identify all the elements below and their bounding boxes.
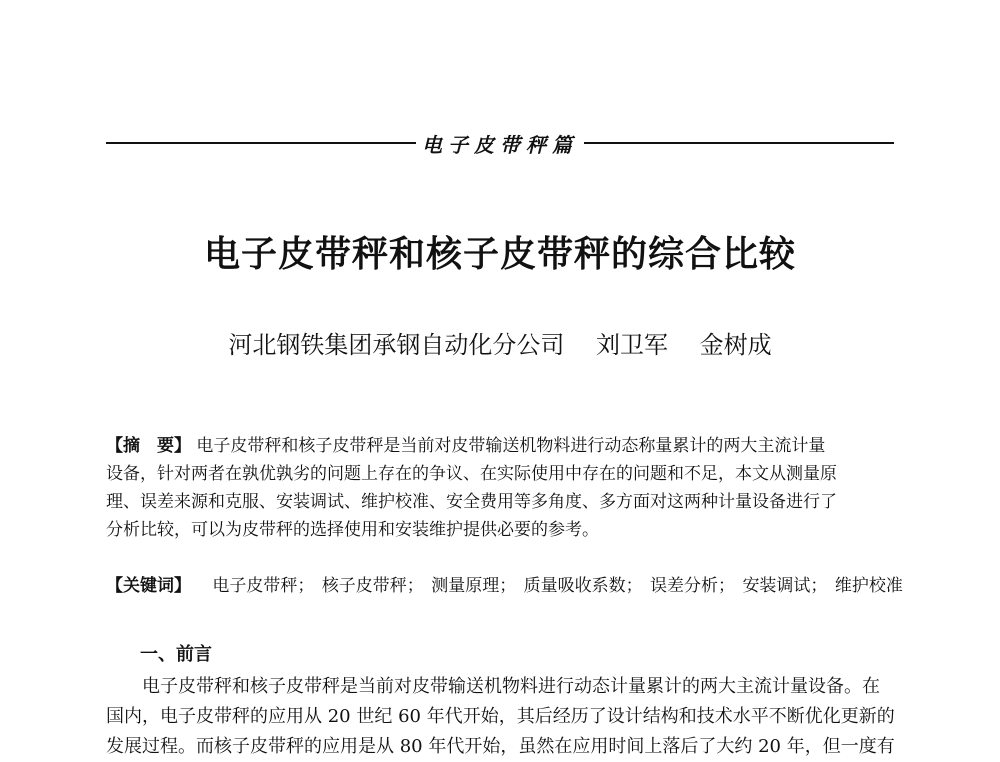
body-text [106,672,894,762]
abstract-label: 【摘 要】 [106,436,191,456]
keywords-label: 【关键词】 [106,576,191,596]
author: 刘卫军 [596,331,668,359]
section-header [106,126,894,160]
abstract-line: 理、误差来源和克服、安装调试、维护校准、安全费用等多角度、多方面对这两种计量设备进行了 [106,492,837,512]
body-line: 国内，电子皮带秤的应用从 20 世纪 60 年代开始，其后经历了设计结构和技术水平不断优化更新的 [106,706,895,727]
keyword: 维护校准 [834,576,903,596]
abstract [106,432,894,544]
section-label: 电子皮带秤篇 [422,132,578,157]
abstract-line: 设备，针对两者在孰优孰劣的问题上存在的争议、在实际使用中存在的问题和不足，本文从测量原 [106,464,837,484]
keyword: 误差分析； [650,576,736,596]
keywords [106,572,903,600]
author: 金树成 [699,331,772,359]
abstract-line [106,432,894,460]
body-line: 发展过程。而核子皮带秤的应用是从 80 年代开始，虽然在应用时间上落后了大约 20 年，但一度有 [106,736,895,757]
byline [0,325,1000,360]
header-rule-left [106,142,416,144]
keyword: 电子皮带秤； [212,576,315,596]
abstract-text: 电子皮带秤和核子皮带秤是当前对皮带输送机物料进行动态称量累计的两大主流计量 [196,436,826,456]
header-rule-right [584,142,894,144]
keyword: 核子皮带秤； [321,576,424,596]
abstract-line: 分析比较，可以为皮带秤的选择使用和安装维护提供必要的参考。 [106,520,599,540]
keyword: 质量吸收系数； [523,576,643,596]
section-heading: 一、前言 [140,644,212,665]
keyword: 安装调试； [742,576,828,596]
article-title: 电子皮带秤和核子皮带秤的综合比较 [203,233,796,275]
affiliation: 河北钢铁集团承钢自动化分公司 [228,331,565,359]
body-line: 电子皮带秤和核子皮带秤是当前对皮带输送机物料进行动态计量累计的两大主流计量设备。在 [142,676,880,697]
keyword: 测量原理； [431,576,517,596]
